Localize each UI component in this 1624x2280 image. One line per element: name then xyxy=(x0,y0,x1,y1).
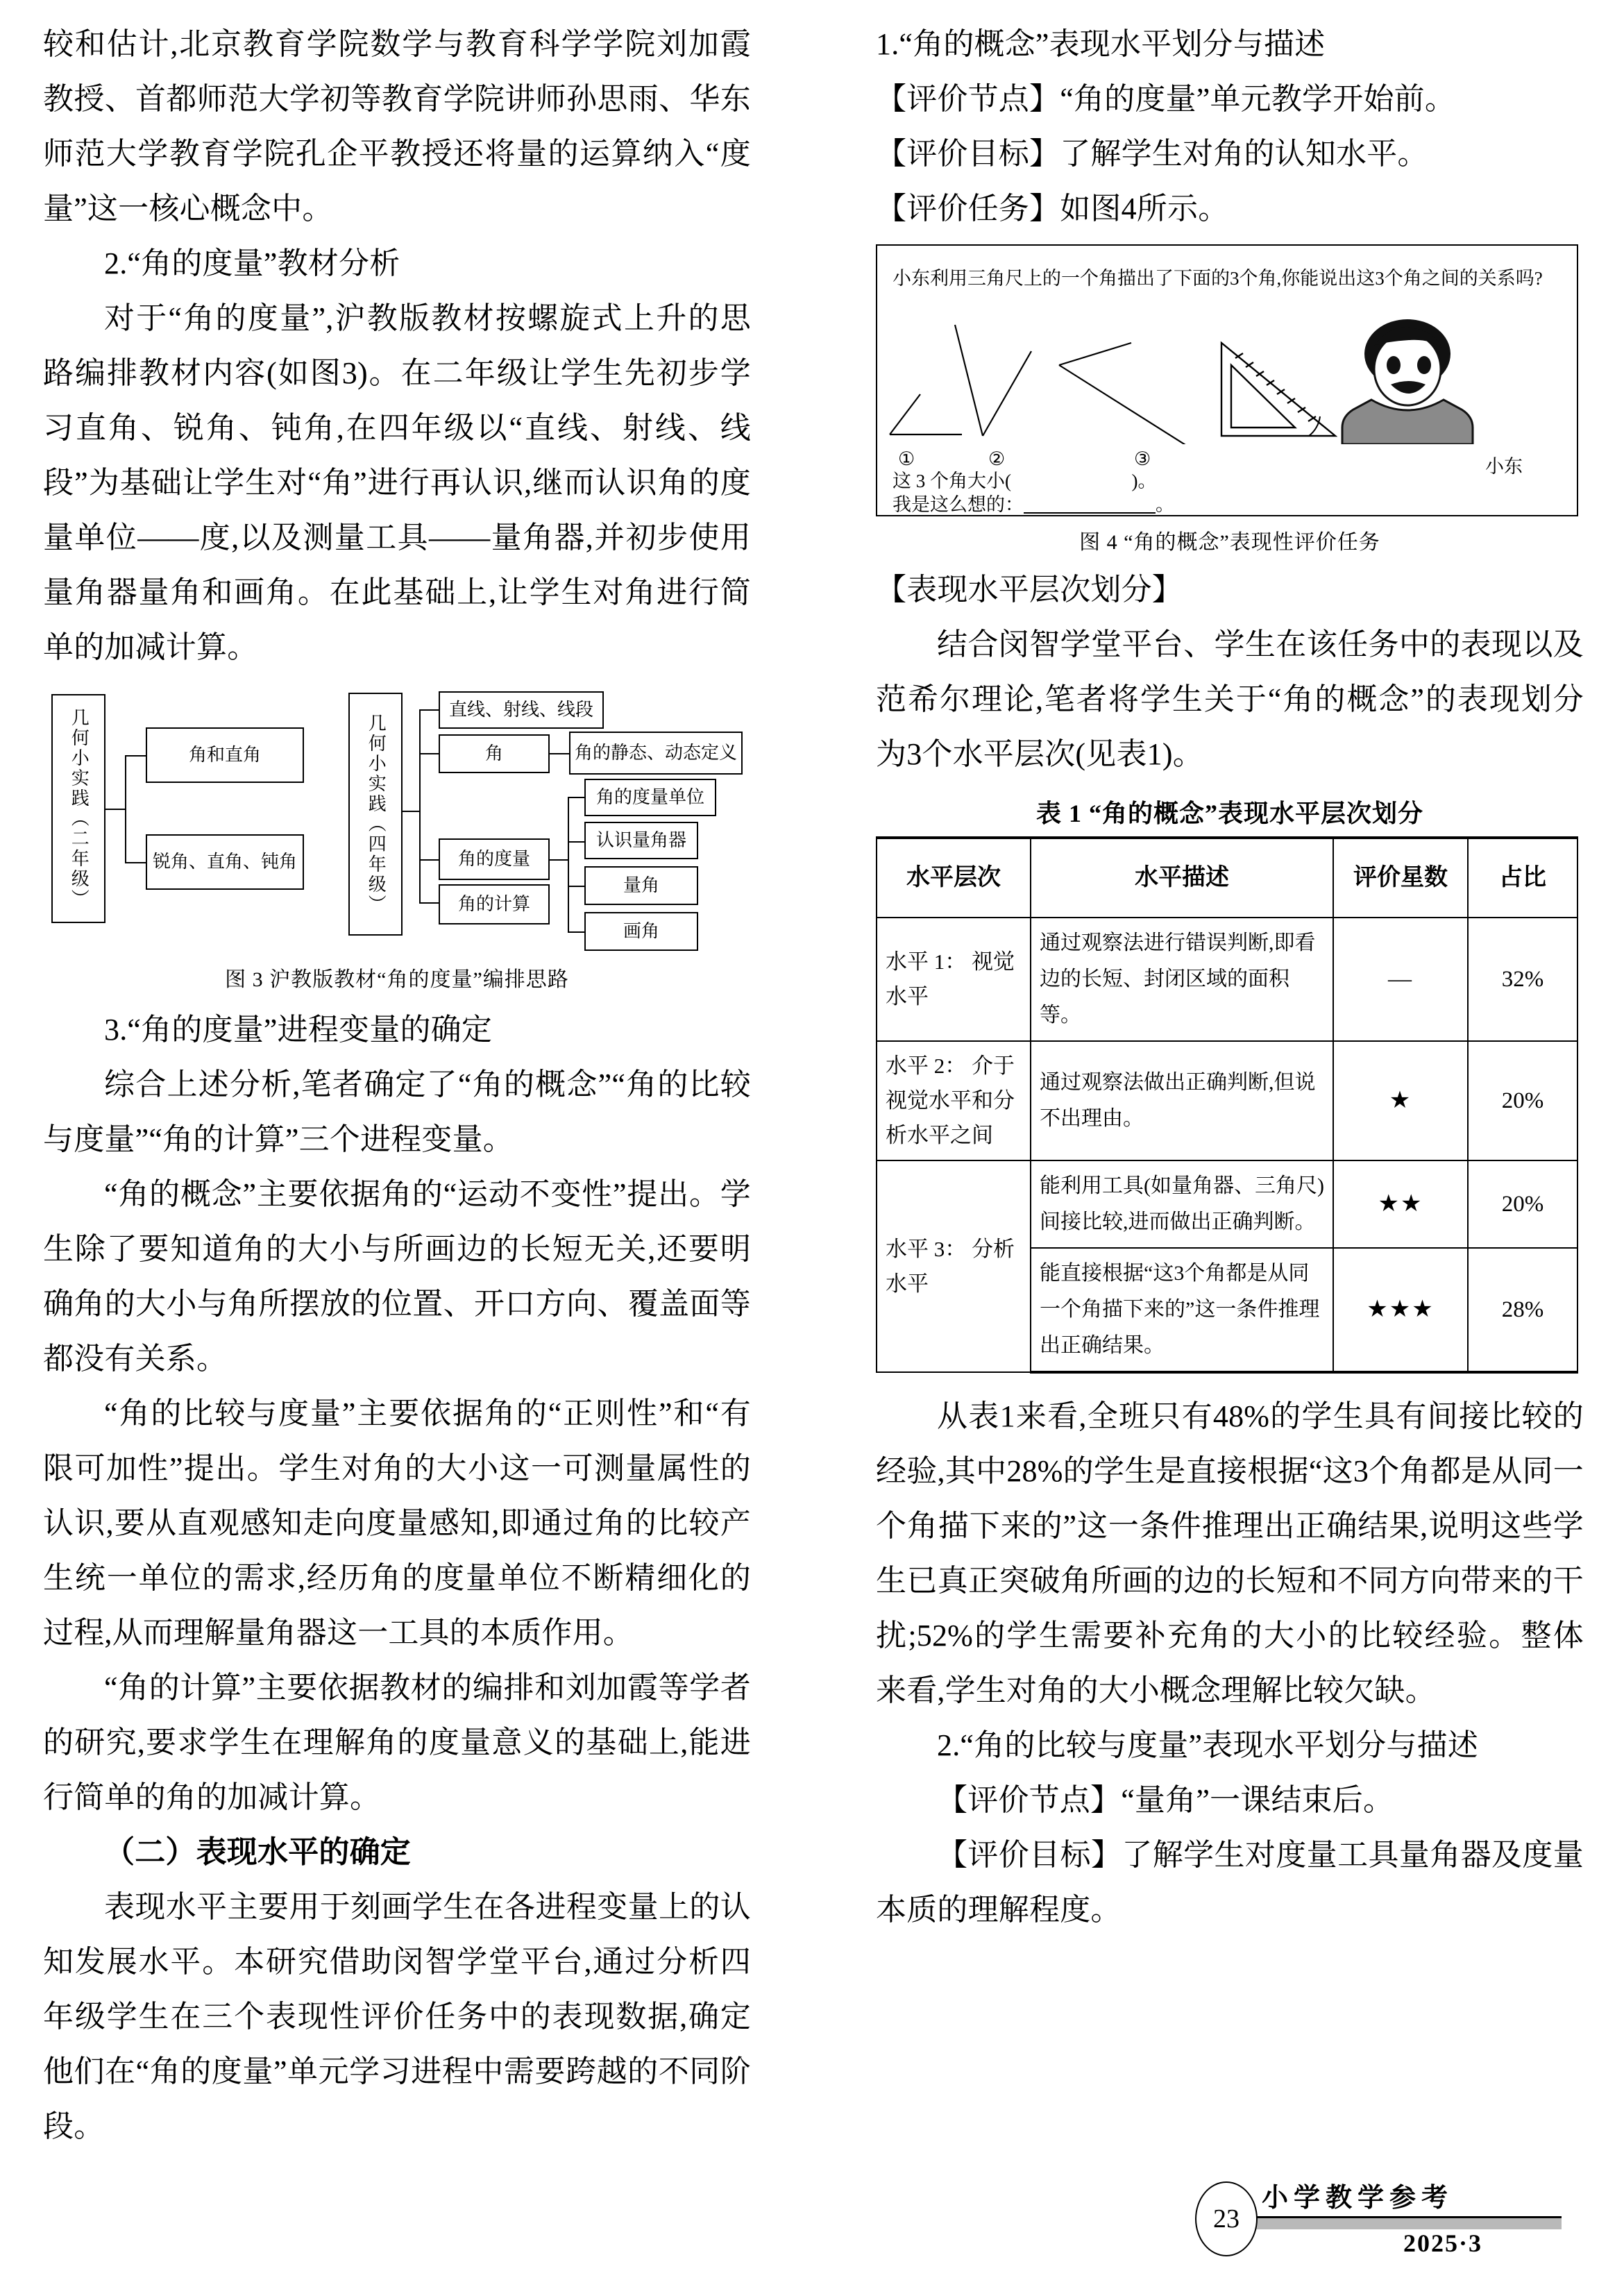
fig3-connector xyxy=(125,862,146,863)
figure-4-character-name: 小东 xyxy=(1485,456,1523,477)
paragraph: 【评价任务】如图4所示。 xyxy=(876,192,1229,226)
paragraph: “角的计算”主要依据教材的编排和刘加霞等学者的研究,要求学生在理解角的度量意义的基础上,能进行简单的角的加减计算。 xyxy=(43,1671,751,1814)
fig3-node-label: 画角 xyxy=(623,921,659,942)
cell-level: 水平 3： 分析水平 xyxy=(877,1160,1031,1372)
angle-2-shape xyxy=(955,325,1031,436)
cell-stars: ★★★ xyxy=(1333,1248,1468,1372)
fig3-connector xyxy=(419,753,439,754)
page-number: 23 xyxy=(1195,2181,1258,2256)
fig3-node-label: 角 xyxy=(484,743,503,764)
cell-level: 水平 1： 视觉水平 xyxy=(877,918,1031,1041)
fig3-node-draw-angle xyxy=(584,912,698,951)
table-header-cell-level: 水平层次 xyxy=(877,838,1031,918)
fig3-connector xyxy=(105,809,125,810)
cell-desc: 能直接根据“这3个角都是从同一个角描下来的”这一条件推理出正确结果。 xyxy=(1031,1248,1333,1372)
issue-date: 2025·3 xyxy=(1403,2229,1483,2257)
fig3-connector xyxy=(125,755,146,757)
fig3-node-label: 几何小实践（二年级） xyxy=(69,708,90,909)
prompt-period: 。 xyxy=(1156,494,1174,515)
fig3-node-angle-definition xyxy=(569,732,743,775)
cell-stars: — xyxy=(1333,918,1468,1041)
fig3-connector xyxy=(125,755,126,863)
angle-label-3: ③ xyxy=(1134,448,1151,469)
answer-prompt-row-2 xyxy=(893,493,1174,516)
figure-4-caption: 图 4 “角的概念”表现性评价任务 xyxy=(1079,531,1380,554)
fig3-node-measure-unit xyxy=(584,779,716,816)
fig3-node-know-protractor xyxy=(584,822,698,859)
fig3-connector xyxy=(568,797,569,933)
fig3-node-label: 量角 xyxy=(623,875,659,896)
fig3-node-label: 直线、射线、线段 xyxy=(448,700,593,720)
page-footer xyxy=(1195,2173,1584,2256)
cell-percent: 20% xyxy=(1468,1041,1578,1160)
paragraph: 【评价节点】“量角”一课结束后。 xyxy=(937,1783,1394,1817)
paragraph-heading: 【表现水平层次划分】 xyxy=(876,573,1183,607)
cell-percent: 20% xyxy=(1468,1160,1578,1248)
fig3-node-label: 锐角、直角、钝角 xyxy=(152,852,297,872)
paragraph: 较和估计,北京教育学院数学与教育科学学院刘加霞教授、首都师范大学初等教育学院讲师孙思雨、华东师范大学教育学院孔企平教授还将量的运算纳入“度量”这一核心概念中。 xyxy=(43,27,751,226)
table-1 xyxy=(876,836,1578,1374)
section-heading: （二）表现水平的确定 xyxy=(104,1835,411,1869)
answer-blank-line[interactable] xyxy=(1024,497,1156,514)
paragraph: 【评价目标】了解学生对度量工具量角器及度量本质的理解程度。 xyxy=(876,1838,1584,1927)
prompt-text-before: 这 3 个角大小( xyxy=(893,471,1011,491)
angle-3-shape xyxy=(1059,343,1191,444)
fig3-connector xyxy=(568,841,584,843)
prompt-text-after: )。 xyxy=(1131,471,1157,491)
fig3-connector xyxy=(403,811,419,812)
paragraph-heading: 3.“角的度量”进程变量的确定 xyxy=(104,1013,493,1047)
figure-4-illustration xyxy=(877,312,1577,444)
fig3-connector xyxy=(419,709,439,711)
fig3-connector xyxy=(568,797,584,798)
fig3-node-grade4-root xyxy=(348,693,403,936)
paragraph: 从表1来看,全班只有48%的学生具有间接比较的经验,其中28%的学生是直接根据“这3个角都是从同一个角描下来的”这一条件推理出正确结果,说明这些学生已真正突破角所画的边的长短和不同方向带来的干扰;52%的学生需要补充角的大小的比较经验。整体来看,学生对角的大小概念理解比较欠缺。 xyxy=(876,1399,1584,1707)
fig3-connector xyxy=(568,931,584,933)
angle-1-shape xyxy=(890,394,962,434)
fig3-node-grade4-child3 xyxy=(439,838,550,880)
table-header xyxy=(877,838,1578,918)
right-column xyxy=(876,17,1584,1937)
cell-desc: 能利用工具(如量角器、三角尺)间接比较,进而做出正确判断。 xyxy=(1031,1160,1333,1248)
fig3-node-grade4-child1 xyxy=(439,691,604,729)
table-row xyxy=(877,1160,1578,1248)
fig3-connector xyxy=(550,753,569,754)
cell-stars: ★★ xyxy=(1333,1160,1468,1248)
table-row xyxy=(877,1041,1578,1160)
prompt-text: 我是这么想的： xyxy=(893,494,1024,515)
table-header-cell-stars: 评价星数 xyxy=(1333,838,1468,918)
fig3-connector xyxy=(419,859,439,861)
figure-4-question: 小东利用三角尺上的一个角描出了下面的3个角,你能说出这3个角之间的关系吗? xyxy=(893,268,1543,289)
fig3-node-label: 角的计算 xyxy=(457,894,530,915)
angle-label-1: ① xyxy=(898,448,915,469)
fig3-node-grade4-child2 xyxy=(439,734,550,773)
paragraph: 【评价节点】“角的度量”单元教学开始前。 xyxy=(876,82,1456,116)
fig3-connector xyxy=(419,902,439,904)
fig3-node-label: 几何小实践（四年级） xyxy=(366,713,387,915)
paragraph: 【评价目标】了解学生对角的认知水平。 xyxy=(876,137,1428,171)
paragraph: 对于“角的度量”,沪教版教材按螺旋式上升的思路编排教材内容(如图3)。在二年级让学生先初步学习直角、锐角、钝角,在四年级以“直线、射线、线段”为基础让学生对“角”进行再认识,继而认识角的度量单位——度,以及测量工具——量角器,并初步使用量角器量角和画角。在此基础上,让学生对角进行简单的加减计算。 xyxy=(43,301,751,664)
fig3-node-label: 认识量角器 xyxy=(595,830,686,851)
figure-3-caption: 图 3 沪教版教材“角的度量”编排思路 xyxy=(225,968,569,991)
table-1-title: 表 1 “角的概念”表现水平层次划分 xyxy=(1035,800,1423,827)
table-header-row xyxy=(877,838,1578,918)
figure-4-task-box xyxy=(876,244,1578,516)
cell-percent: 32% xyxy=(1468,918,1578,1041)
fig3-connector xyxy=(419,709,421,904)
paragraph-heading: 2.“角的比较与度量”表现水平划分与描述 xyxy=(937,1728,1479,1762)
triangle-ruler-icon xyxy=(1221,343,1335,436)
cell-stars: ★ xyxy=(1333,1041,1468,1160)
fig3-node-label: 角的度量 xyxy=(457,849,530,870)
table-row xyxy=(877,918,1578,1041)
paragraph: 综合上述分析,笔者确定了“角的概念”“角的比较与度量”“角的计算”三个进程变量。 xyxy=(43,1067,751,1156)
paragraph-heading: 1.“角的概念”表现水平划分与描述 xyxy=(876,27,1326,61)
table-header-cell-desc: 水平描述 xyxy=(1031,838,1333,918)
fig3-node-label: 角的度量单位 xyxy=(595,787,704,808)
fig3-connector xyxy=(550,859,568,861)
fig3-node-grade4-child4 xyxy=(439,884,550,924)
fig3-node-label: 角和直角 xyxy=(188,745,261,766)
fig3-connector xyxy=(568,886,584,887)
footer-rule xyxy=(1235,2216,1562,2229)
table-body xyxy=(877,918,1578,1372)
fig3-node-grade2-child2 xyxy=(146,834,304,890)
answer-prompt-row-1 xyxy=(893,469,1174,493)
cell-desc: 通过观察法做出正确判断,但说不出理由。 xyxy=(1031,1041,1333,1160)
journal-name: 小学教学参考 xyxy=(1262,2184,1454,2213)
fig3-node-grade2-root xyxy=(51,694,105,923)
fig3-node-measure-angle xyxy=(584,866,698,905)
paragraph: 结合闵智学堂平台、学生在该任务中的表现以及范希尔理论,笔者将学生关于“角的概念”的表现划分为3个水平层次(见表1)。 xyxy=(876,627,1584,771)
paragraph: “角的概念”主要依据角的“运动不变性”提出。学生除了要知道角的大小与所画边的长短无关,还要明确角的大小与角所摆放的位置、开口方向、覆盖面等都没有关系。 xyxy=(43,1177,751,1376)
cell-desc: 通过观察法进行错误判断,即看边的长短、封闭区域的面积等。 xyxy=(1031,918,1333,1041)
left-column xyxy=(43,17,751,2154)
student-cartoon-avatar xyxy=(1342,319,1473,444)
paragraph: 表现水平主要用于刻画学生在各进程变量上的认知发展水平。本研究借助闵智学堂平台,通过分析四年级学生在三个表现性评价任务中的表现数据,确定他们在“角的度量”单元学习进程中需要跨越的不同阶段。 xyxy=(43,1890,751,2143)
paragraph: “角的比较与度量”主要依据角的“正则性”和“有限可加性”提出。学生对角的大小这一可测量属性的认识,要从直观感知走向度量感知,即通过角的比较产生统一单位的需求,经历角的度量单位不断精细化的过程,从而理解量角器这一工具的本质作用。 xyxy=(43,1396,751,1650)
fig3-node-grade2-child1 xyxy=(146,727,304,783)
cell-percent: 28% xyxy=(1468,1248,1578,1372)
figure-4-answer-prompts xyxy=(893,469,1174,516)
cell-level: 水平 2： 介于视觉水平和分析水平之间 xyxy=(877,1041,1031,1160)
fig3-node-label: 角的静态、动态定义 xyxy=(574,743,737,763)
paragraph-heading: 2.“角的度量”教材分析 xyxy=(104,246,400,280)
table-header-cell-percent: 占比 xyxy=(1468,838,1578,918)
angle-label-2: ② xyxy=(988,448,1006,469)
figure-3-diagram xyxy=(43,680,751,958)
